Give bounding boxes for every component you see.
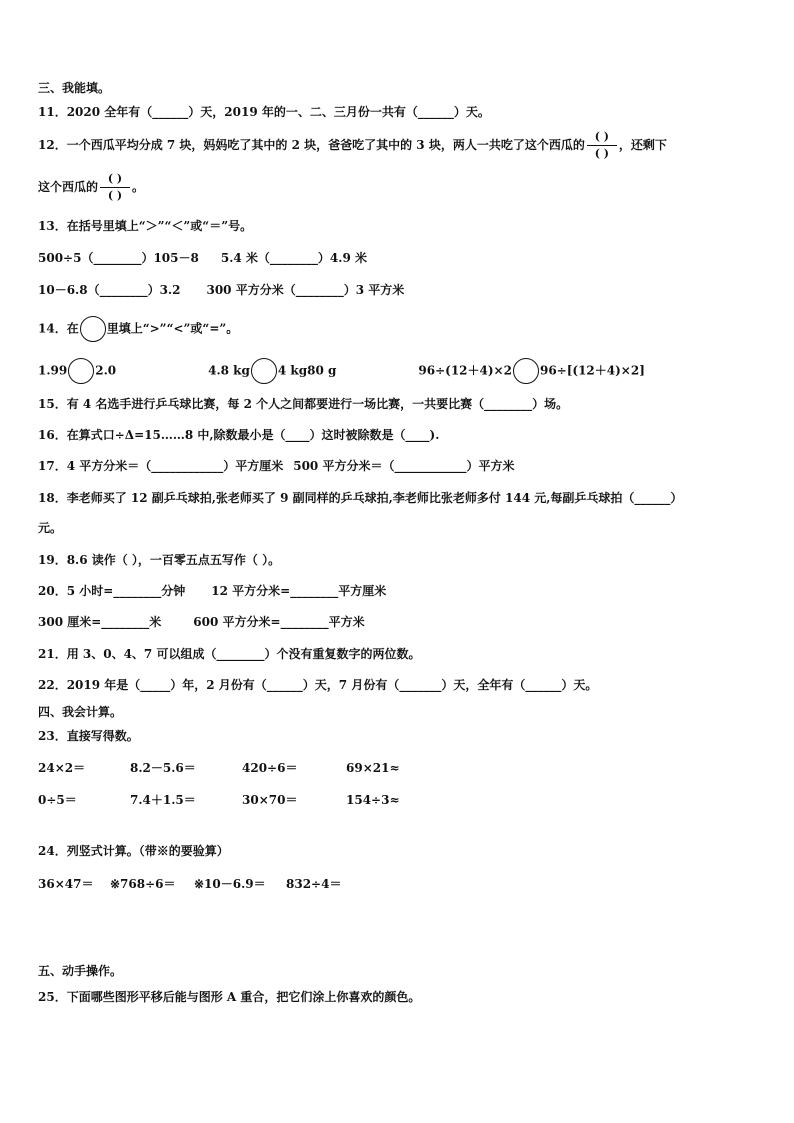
question-18-line1: 18．李老师买了 12 副乒乓球拍,张老师买了 9 副同样的乒乓球拍,李老师比张老师多付 144 元,每副乒乓球拍（______） <box>38 491 683 505</box>
question-20-row2 <box>38 614 365 630</box>
question-24-items <box>38 876 341 892</box>
q14-b-left: 4.8 kg <box>208 363 250 378</box>
vertical-calc-item: ※10－6.9＝ <box>194 877 266 891</box>
section-5-heading: 五、动手操作。 <box>38 964 123 978</box>
q20-item-2: 12 平方分米=________平方厘米 <box>211 584 387 598</box>
q13-item-2: 5.4 米（________）4.9 米 <box>220 251 367 265</box>
q17-item-2: 500 平方分米＝（____________）平方米 <box>293 459 515 473</box>
q20-item-3: 300 厘米=________米 <box>38 615 162 629</box>
q14-c-right: 96÷[(12＋4)×2] <box>539 363 645 378</box>
question-14-items <box>38 358 645 384</box>
fraction-numerator: ( ) <box>107 172 123 185</box>
question-17 <box>38 458 514 474</box>
question-12-line1 <box>38 130 667 161</box>
vertical-calc-item: ※768÷6＝ <box>110 877 176 891</box>
q14-c-left: 96÷(12＋4)×2 <box>418 363 512 378</box>
q14-text-b: 里填上“>”“<”或“=”。 <box>106 321 239 336</box>
calc-item: 69×21≈ <box>346 761 400 775</box>
question-12-text-b: ，还剩下 <box>618 138 667 152</box>
question-23-row1 <box>38 760 400 776</box>
q14-text-a: 14．在 <box>38 321 79 336</box>
q14-a-left: 1.99 <box>38 363 68 378</box>
question-25: 25．下面哪些图形平移后能与图形 A 重合，把它们涂上你喜欢的颜色。 <box>38 990 421 1004</box>
calc-item: 154÷3≈ <box>346 793 400 807</box>
question-12-text-c: 这个西瓜的 <box>38 180 99 194</box>
question-18-line2: 元。 <box>38 521 63 535</box>
compare-circle-icon <box>68 358 94 384</box>
calc-item: 420÷6＝ <box>242 761 298 775</box>
fraction-denominator: ( ) <box>107 189 123 202</box>
question-23-row2 <box>38 792 400 808</box>
q20-item-4: 600 平方分米=________平方米 <box>193 615 365 629</box>
q13-item-4: 300 平方分米（________）3 平方米 <box>206 283 405 297</box>
fraction-blank-remaining <box>100 172 130 203</box>
compare-circle-icon <box>80 316 106 342</box>
q14-a-right: 2.0 <box>95 363 117 378</box>
question-16: 16．在算式口÷Δ=15……8 中,除数最小是（____）这时被除数是（____). <box>38 428 440 442</box>
calc-item: 0÷5＝ <box>38 793 77 807</box>
calc-item: 7.4＋1.5＝ <box>130 793 196 807</box>
question-24-title: 24．列竖式计算。（带※的要验算） <box>38 844 229 858</box>
fraction-blank-eaten <box>587 130 617 161</box>
calc-item: 30×70＝ <box>242 793 298 807</box>
section-4-heading: 四、我会计算。 <box>38 705 123 719</box>
question-21: 21．用 3、0、4、7 可以组成（________）个没有重复数字的两位数。 <box>38 647 421 661</box>
question-12-line2 <box>38 172 144 203</box>
calc-item: 8.2－5.6＝ <box>130 761 196 775</box>
compare-circle-icon <box>251 358 277 384</box>
question-15: 15．有 4 名选手进行乒乓球比赛，每 2 个人之间都要进行一场比赛，一共要比赛（________）场。 <box>38 397 569 411</box>
fraction-denominator: ( ) <box>594 147 609 160</box>
question-22: 22．2019 年是（_____）年，2 月份有（______）天，7 月份有（_______）天，全年有（______）天。 <box>38 678 598 692</box>
calc-item: 24×2＝ <box>38 761 86 775</box>
question-23-title: 23．直接写得数。 <box>38 729 139 743</box>
q13-item-3: 10－6.8（________）3.2 <box>38 283 181 297</box>
fraction-numerator: ( ) <box>594 130 609 143</box>
section-3-heading: 三、我能填。 <box>38 81 111 95</box>
q17-item-1: 17．4 平方分米＝（____________）平方厘米 <box>38 459 284 473</box>
compare-circle-icon <box>513 358 539 384</box>
question-12-text-d: 。 <box>132 180 145 194</box>
q13-item-1: 500÷5（________）105－8 <box>38 251 199 265</box>
question-13-title: 13．在括号里填上“＞”“＜”或“＝”号。 <box>38 219 253 233</box>
question-13-row1 <box>38 250 367 266</box>
q20-item-1: 20．5 小时=________分钟 <box>38 584 186 598</box>
vertical-calc-item: 36×47＝ <box>38 877 94 891</box>
question-20-row1 <box>38 583 386 599</box>
q14-b-right: 4 kg80 g <box>277 363 337 378</box>
vertical-calc-item: 832÷4＝ <box>286 877 342 891</box>
question-12-text-a: 12．一个西瓜平均分成 7 块，妈妈吃了其中的 2 块，爸爸吃了其中的 3 块，两人一共吃了这个西瓜的 <box>38 138 585 152</box>
question-13-row2 <box>38 282 404 298</box>
question-14-title <box>38 316 238 342</box>
question-11: 11．2020 全年有（______）天，2019 年的一、二、三月份一共有（______）天。 <box>38 105 490 119</box>
question-19: 19．8.6 读作（ ），一百零五点五写作（ ）。 <box>38 553 281 567</box>
